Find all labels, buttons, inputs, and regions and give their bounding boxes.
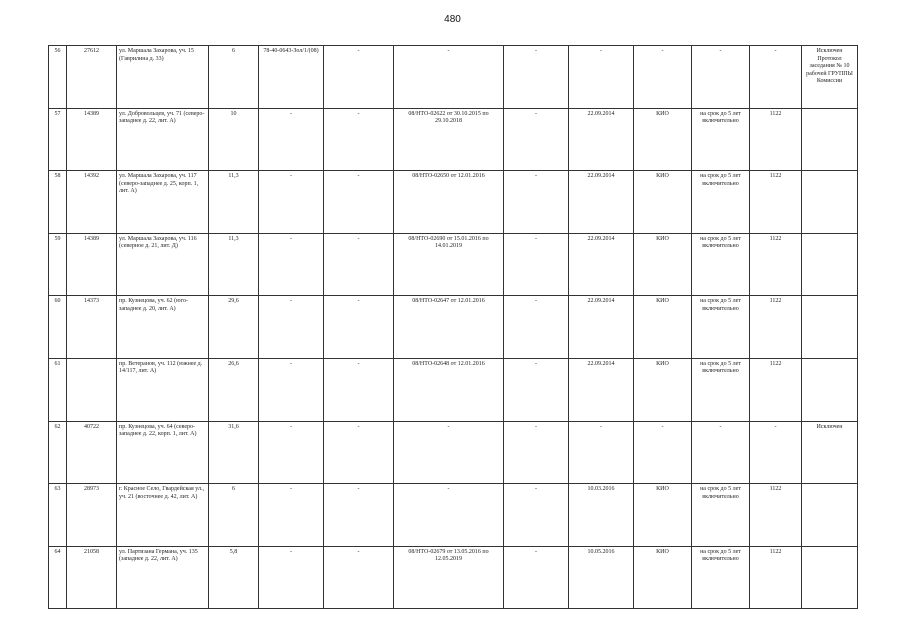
row-address: пр. Кузнецова, уч. 64 (северо-западнее д. 22, корп. 1, лит. А) xyxy=(117,421,209,484)
row-col8: - xyxy=(504,358,569,421)
row-address: ул. Партизана Германа, уч. 135 (западнее д. 22, лит. А) xyxy=(117,546,209,609)
row-address: ул. Маршала Захарова, уч. 117 (северо-западнее д. 25, корп. 1, лит. А) xyxy=(117,171,209,234)
row-term: на срок до 5 лет включительно xyxy=(692,546,750,609)
row-col8: - xyxy=(504,233,569,296)
row-address: г. Красное Село, Гвардейская ул., уч. 21 (восточнее д. 42, лит. А) xyxy=(117,484,209,547)
row-org: - xyxy=(634,46,692,109)
row-address: ул. Маршала Захарова, уч. 116 (северное д. 21, лит. Д) xyxy=(117,233,209,296)
table-row xyxy=(49,296,858,359)
table-row xyxy=(49,46,858,109)
row-col8: - xyxy=(504,421,569,484)
row-address: ул. Маршала Захарова, уч. 15 (Гаврилина д. 33) xyxy=(117,46,209,109)
table-row xyxy=(49,484,858,547)
row-code: - xyxy=(750,421,802,484)
row-col6: - xyxy=(324,484,394,547)
page-number: 480 xyxy=(444,14,461,25)
row-col6: - xyxy=(324,546,394,609)
row-code: 1122 xyxy=(750,296,802,359)
row-number: 63 xyxy=(49,484,67,547)
row-area: 29,6 xyxy=(209,296,259,359)
row-permit: - xyxy=(259,358,324,421)
row-address: пр. Ветеранов, уч. 112 (южнее д. 14/117, лит. А) xyxy=(117,358,209,421)
row-date: - xyxy=(569,46,634,109)
row-col8: - xyxy=(504,546,569,609)
row-area: 6 xyxy=(209,484,259,547)
row-col6: - xyxy=(324,358,394,421)
row-id: 14373 xyxy=(67,296,117,359)
row-id: 28973 xyxy=(67,484,117,547)
row-permit: - xyxy=(259,421,324,484)
row-id: 27612 xyxy=(67,46,117,109)
row-permit: - xyxy=(259,546,324,609)
row-col6: - xyxy=(324,421,394,484)
row-date: 22.09.2014 xyxy=(569,233,634,296)
row-code: 1122 xyxy=(750,108,802,171)
row-code: 1122 xyxy=(750,484,802,547)
row-contract: 08/НТО-02690 от 15.01.2016 по 14.01.2019 xyxy=(394,233,504,296)
row-org: КИО xyxy=(634,233,692,296)
row-contract: 08/НТО-02648 от 12.01.2016 xyxy=(394,358,504,421)
row-term: на срок до 5 лет включительно xyxy=(692,484,750,547)
row-org: КИО xyxy=(634,171,692,234)
row-id: 21058 xyxy=(67,546,117,609)
row-col6: - xyxy=(324,233,394,296)
row-area: 10 xyxy=(209,108,259,171)
row-date: 10.05.2016 xyxy=(569,546,634,609)
row-number: 59 xyxy=(49,233,67,296)
row-id: 14389 xyxy=(67,108,117,171)
row-date: 22.09.2014 xyxy=(569,171,634,234)
row-id: 40722 xyxy=(67,421,117,484)
row-col6: - xyxy=(324,171,394,234)
row-col6: - xyxy=(324,46,394,109)
row-permit: - xyxy=(259,233,324,296)
row-number: 56 xyxy=(49,46,67,109)
row-col8: - xyxy=(504,296,569,359)
row-note xyxy=(802,233,858,296)
row-org: - xyxy=(634,421,692,484)
row-date: 22.09.2014 xyxy=(569,108,634,171)
row-permit: - xyxy=(259,171,324,234)
row-note: Исключен xyxy=(802,421,858,484)
row-number: 60 xyxy=(49,296,67,359)
row-address: пр. Кузнецова, уч. 62 (юго-западнее д. 20, лит. А) xyxy=(117,296,209,359)
row-col6: - xyxy=(324,296,394,359)
row-org: КИО xyxy=(634,546,692,609)
row-number: 58 xyxy=(49,171,67,234)
table-row xyxy=(49,233,858,296)
row-permit: - xyxy=(259,108,324,171)
row-term: на срок до 5 лет включительно xyxy=(692,296,750,359)
row-area: 6 xyxy=(209,46,259,109)
row-date: 22.09.2014 xyxy=(569,296,634,359)
row-org: КИО xyxy=(634,108,692,171)
row-col8: - xyxy=(504,46,569,109)
row-note xyxy=(802,358,858,421)
registry-table xyxy=(48,45,858,609)
row-contract: - xyxy=(394,484,504,547)
row-code: 1122 xyxy=(750,546,802,609)
row-permit: - xyxy=(259,296,324,359)
table-row xyxy=(49,171,858,234)
row-contract: - xyxy=(394,46,504,109)
row-note xyxy=(802,484,858,547)
row-permit: - xyxy=(259,484,324,547)
row-contract: 08/НТО-02679 от 13.05.2016 по 12.05.2019 xyxy=(394,546,504,609)
row-term: на срок до 5 лет включительно xyxy=(692,171,750,234)
row-term: на срок до 5 лет включительно xyxy=(692,108,750,171)
row-col8: - xyxy=(504,108,569,171)
row-note xyxy=(802,171,858,234)
row-col6: - xyxy=(324,108,394,171)
row-term: - xyxy=(692,421,750,484)
row-code: 1122 xyxy=(750,233,802,296)
row-contract: 08/НТО-02650 от 12.01.2016 xyxy=(394,171,504,234)
row-note: Исключен Протокол заседания № 10 рабочей ГРУППЫ Комиссии xyxy=(802,46,858,109)
table-row xyxy=(49,108,858,171)
row-note xyxy=(802,546,858,609)
row-permit: 78-40-0643-Зол/1/(08) xyxy=(259,46,324,109)
table-row xyxy=(49,421,858,484)
row-col8: - xyxy=(504,171,569,234)
row-contract: - xyxy=(394,421,504,484)
row-id: 14392 xyxy=(67,171,117,234)
row-number: 62 xyxy=(49,421,67,484)
row-date: 10.03.2016 xyxy=(569,484,634,547)
row-code: 1122 xyxy=(750,171,802,234)
row-id: 14389 xyxy=(67,233,117,296)
row-term: - xyxy=(692,46,750,109)
row-number: 61 xyxy=(49,358,67,421)
table-row xyxy=(49,546,858,609)
row-contract: 08/НТО-02647 от 12.01.2016 xyxy=(394,296,504,359)
row-org: КИО xyxy=(634,296,692,359)
row-org: КИО xyxy=(634,358,692,421)
row-date: - xyxy=(569,421,634,484)
row-term: на срок до 5 лет включительно xyxy=(692,233,750,296)
row-number: 64 xyxy=(49,546,67,609)
row-term: на срок до 5 лет включительно xyxy=(692,358,750,421)
row-contract: 08/НТО-02622 от 30.10.2015 по 29.10.2018 xyxy=(394,108,504,171)
row-area: 5,8 xyxy=(209,546,259,609)
row-note xyxy=(802,296,858,359)
table-row xyxy=(49,358,858,421)
row-col8: - xyxy=(504,484,569,547)
row-code: - xyxy=(750,46,802,109)
row-id xyxy=(67,358,117,421)
row-area: 11,3 xyxy=(209,171,259,234)
row-number: 57 xyxy=(49,108,67,171)
row-note xyxy=(802,108,858,171)
row-date: 22.09.2014 xyxy=(569,358,634,421)
row-area: 26,6 xyxy=(209,358,259,421)
row-code: 1122 xyxy=(750,358,802,421)
row-org: КИО xyxy=(634,484,692,547)
row-area: 11,3 xyxy=(209,233,259,296)
row-area: 31,6 xyxy=(209,421,259,484)
row-address: ул. Добровольцев, уч. 71 (северо-западнее д. 22, лит. А) xyxy=(117,108,209,171)
